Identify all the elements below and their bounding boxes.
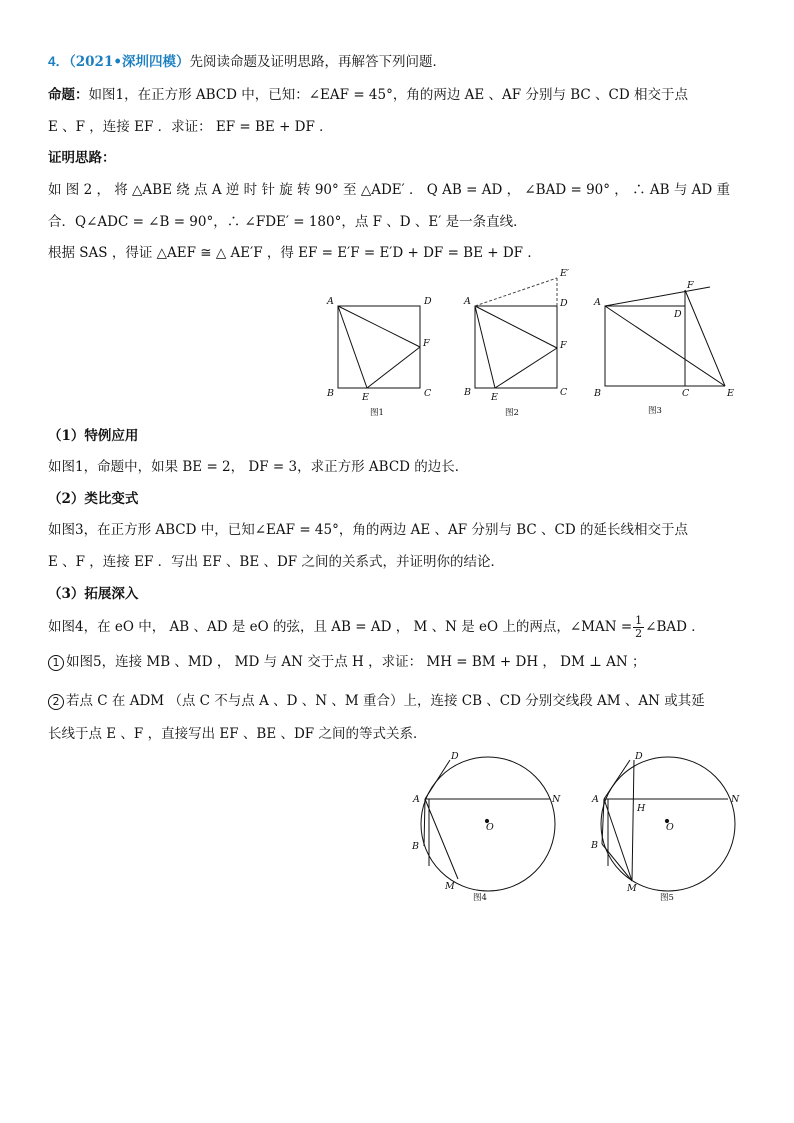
proof-line-1: 如 图 2 ， 将 △ABE 绕 点 A 逆 时 针 旋 转 90° 至 △ADE′ ． Q AB = AD ， ∠BAD = 90° ， ∴ AB 与 AD 重	[48, 182, 730, 198]
fig1-square	[338, 306, 420, 388]
fig2-segment-ef	[495, 348, 557, 388]
fig1-caption: 图1	[370, 408, 384, 418]
fig3-label-f: F	[687, 280, 694, 291]
problem-number: 4．	[48, 54, 70, 69]
fig3-segment-ae	[605, 306, 725, 386]
figure-1	[320, 290, 440, 420]
part3-line-1-pre: 如图4，在 eO 中， AB 、AD 是 eO 的弦，且 AB = AD ， M 、N 是 eO 上的两点，∠MAN =	[48, 619, 633, 635]
fig2-label-d: D	[560, 298, 568, 309]
part1-heading: （1）特例应用	[48, 428, 139, 444]
fig3-label-e: E	[727, 388, 734, 399]
fig5-segment-md	[632, 760, 634, 881]
fig3-square	[605, 306, 685, 386]
fig5-chord-ab	[602, 799, 604, 844]
fig2-label-b: B	[464, 387, 471, 398]
figure-4	[405, 748, 565, 906]
figure-5	[588, 748, 748, 906]
proof-line-2: 合．Q∠ADC = ∠B = 90°，∴ ∠FDE′ = 180°，点 F 、D 、E′ 是一条直线．	[48, 214, 527, 230]
fig1-label-b: B	[327, 388, 334, 399]
fig5-label-a: A	[592, 794, 599, 805]
proposition-line-2: E 、F ，连接 EF ．求证： EF = BE + DF ．	[48, 119, 333, 135]
fig5-caption: 图5	[660, 893, 674, 903]
proposition-line-1	[48, 80, 754, 111]
fig5-segment-mb	[602, 844, 632, 881]
proposition-text-1: 如图1，在正方形 ABCD 中，已知：∠EAF = 45°，角的两边 AE 、AF 分别与 BC 、CD 相交于点	[88, 87, 688, 103]
fig1-segment-ef	[367, 347, 420, 388]
part3-item-2	[48, 686, 754, 717]
problem-header	[48, 46, 754, 78]
fig5-label-h: H	[637, 803, 646, 814]
fig2-segment-aep	[475, 278, 557, 306]
proposition-label: 命题：	[48, 87, 89, 103]
fig4-label-b: B	[412, 841, 419, 852]
problem-source: （2021•深圳四模）	[69, 54, 190, 70]
figure-2	[455, 268, 575, 420]
proof-line-3: 根据 SAS ，得证 △AEF ≅ △ AE′F ，得 EF = E′F = E′D + DF = BE + DF ．	[48, 245, 541, 261]
proof-label: 证明思路：	[48, 150, 116, 166]
fig2-label-f: F	[560, 340, 567, 351]
fraction-numerator: 1	[635, 614, 643, 627]
part3-heading: （3）拓展深入	[48, 586, 139, 602]
part2-heading: （2）类比变式	[48, 491, 139, 507]
fig2-caption: 图2	[505, 408, 519, 418]
circled-number-2: 2	[48, 694, 64, 710]
fig5-label-b: B	[591, 840, 598, 851]
part3-line-1-post: ∠BAD ．	[645, 619, 705, 635]
fig4-label-m: M	[445, 881, 455, 892]
fig2-label-e: E	[491, 392, 498, 403]
fig4-chord-ad	[425, 760, 450, 799]
part2-line-1: 如图3，在正方形 ABCD 中，已知∠EAF = 45°，角的两边 AE 、AF 分别与 BC 、CD 的延长线相交于点	[48, 522, 688, 538]
fig4-label-n: N	[552, 794, 561, 805]
fig5-label-m: M	[627, 883, 637, 894]
part3-item-1	[48, 647, 754, 678]
circled-number-1: 1	[48, 655, 64, 671]
fig4-chord-ab	[424, 799, 425, 846]
part3-item-2-line-2: 长线于点 E 、F ，直接写出 EF 、BE 、DF 之间的等式关系．	[48, 726, 427, 742]
fig1-label-d: D	[424, 296, 432, 307]
fig2-label-c: C	[560, 387, 568, 398]
fig2-label-a: A	[464, 296, 471, 307]
fig3-label-d: D	[674, 309, 682, 320]
fig4-caption: 图4	[473, 893, 487, 903]
fig2-label-ep: E′	[560, 268, 570, 279]
fraction-one-half	[633, 615, 644, 640]
fig4-label-a: A	[413, 794, 420, 805]
fig5-label-o: O	[666, 822, 674, 833]
fig1-label-a: A	[327, 296, 334, 307]
fig3-segment-af	[605, 287, 710, 306]
fig5-label-d: D	[635, 751, 643, 762]
problem-intro: 先阅读命题及证明思路，再解答下列问题．	[189, 54, 446, 70]
fig3-segment-ef	[685, 290, 725, 386]
fig4-label-d: D	[451, 751, 459, 762]
fig4-label-o: O	[486, 822, 494, 833]
fig2-square	[475, 306, 557, 388]
fig4-chord-am	[425, 799, 458, 879]
part3-item-2-line-1: 若点 C 在 ADM （点 C 不与点 A 、D 、N 、M 重合）上，连接 CB 、CD 分别交线段 AM 、AN 或其延	[66, 693, 705, 709]
fig5-chord-ad	[604, 760, 630, 799]
fig1-label-e: E	[362, 392, 369, 403]
fig3-label-b: B	[594, 388, 601, 399]
fig3-caption: 图3	[648, 406, 662, 416]
fig1-label-f: F	[423, 338, 430, 349]
part1-text: 如图1，命题中，如果 BE = 2， DF = 3，求正方形 ABCD 的边长．	[48, 459, 469, 475]
fraction-denominator: 2	[635, 627, 643, 640]
part2-line-2: E 、F ，连接 EF ．写出 EF 、BE 、DF 之间的关系式，并证明你的结论．	[48, 554, 504, 570]
fig3-label-c: C	[682, 388, 690, 399]
fig5-label-n: N	[731, 794, 740, 805]
fig1-label-c: C	[424, 388, 432, 399]
fig2-segment-af	[475, 306, 557, 348]
fig2-segment-ae	[475, 306, 495, 388]
figure-3	[590, 275, 750, 420]
part3-item-1-text: 如图5，连接 MB 、MD ， MD 与 AN 交于点 H ，求证： MH = BM + DH ， DM ⊥ AN ；	[66, 654, 646, 670]
fig3-label-a: A	[594, 297, 601, 308]
part3-line-1	[48, 612, 754, 643]
